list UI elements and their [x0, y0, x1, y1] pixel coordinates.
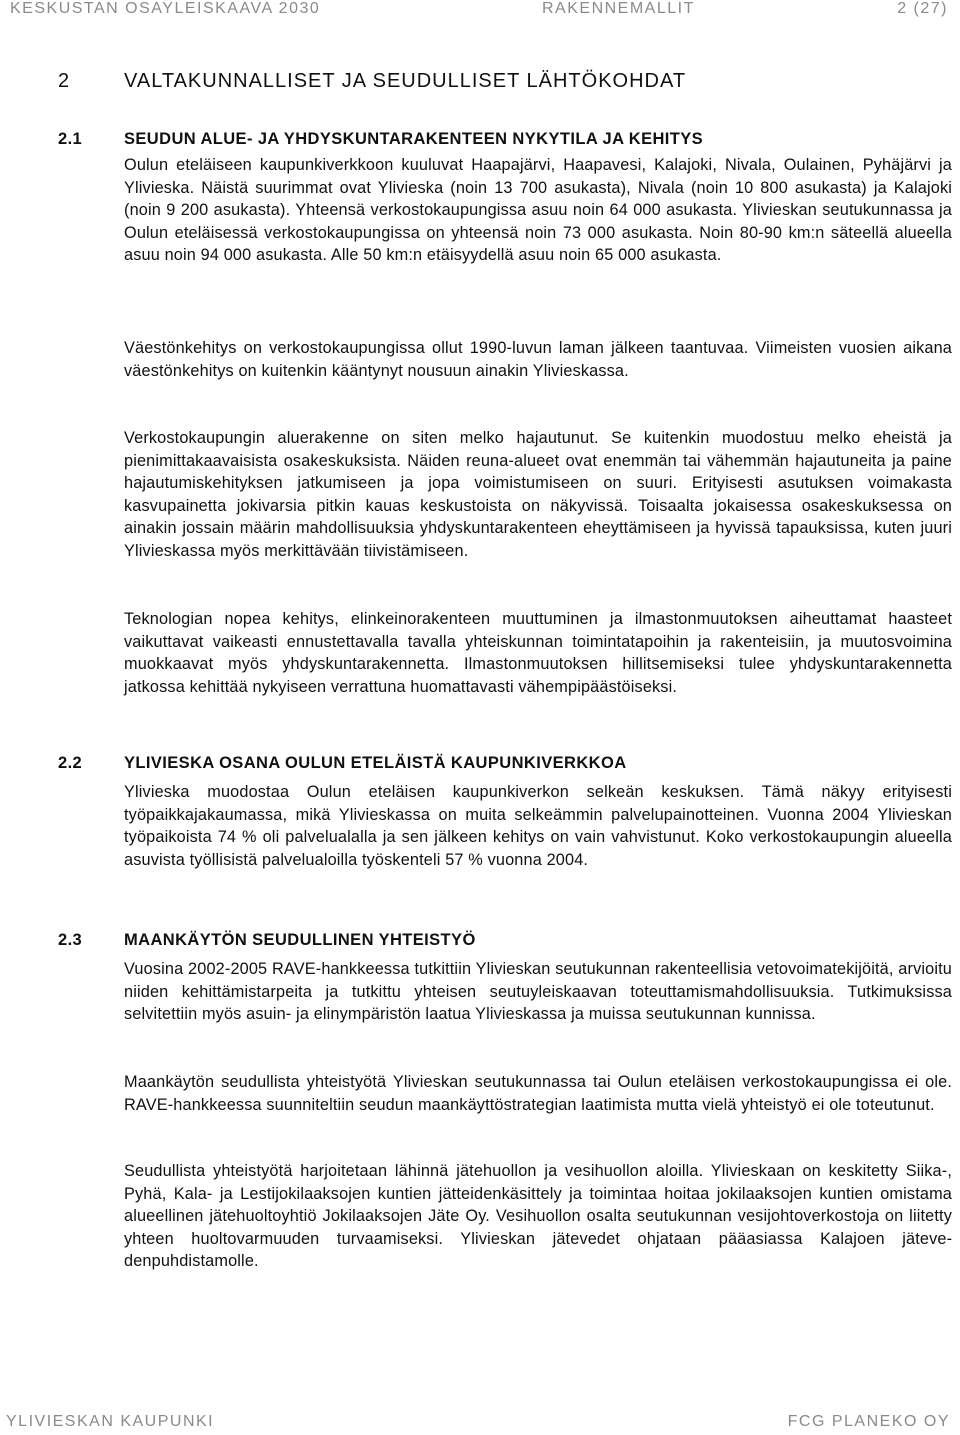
section-title: SEUDUN ALUE- JA YHDYSKUNTARAKENTEEN NYKYTILA JA KEHITYS — [124, 130, 704, 148]
section-title: MAANKÄYTÖN SEUDULLINEN YHTEISTYÖ — [124, 931, 476, 949]
section-title: YLIVIESKA OSANA OULUN ETELÄISTÄ KAUPUNKIVERKKOA — [124, 754, 627, 772]
paragraph: Verkostokaupungin aluerakenne on siten melko hajautunut. Se kuitenkin muodostuu melko eheistä ja pienimittakaavaisista osakeskuksista. Näiden reuna-alueet ovat enemmän tai vähemmän hajautuneita ja paine hajautumiskehityksen jatkumiseen ja jopa voimistumiseen on suuri. Erityisesti asutuksen voimakasta kasvupainetta jokivarsia pitkin kauas keskustoista on näkyvissä. Toisaalta jokaisessa osakeskuksessa on ainakin jossain määrin mahdollisuuksia yhdyskuntarakenteen eheyttämiseen ja hyvissä tapauksissa, kuten juuri Ylivieskassa myös merkittävään tiivistämiseen. — [124, 429, 952, 560]
section-number: 2.3 — [58, 931, 83, 949]
paragraph: Maankäytön seudullista yhteistyötä Ylivieskan seutukunnassa tai Oulun eteläisen verkostokaupungissa ei ole. RAVE-hankkeessa suunniteltiin seudun maankäyttöstrategian laatimista mutta vielä yhteistyö ei ole toteutunut. — [124, 1073, 952, 1114]
header-document-title: KESKUSTAN OSAYLEISKAAVA 2030 — [10, 0, 321, 17]
chapter-number: 2 — [58, 70, 71, 92]
header-section-name: RAKENNEMALLIT — [542, 0, 695, 17]
paragraph: Oulun eteläiseen kaupunkiverkkoon kuuluvat Haapajärvi, Haapavesi, Kalajoki, Nivala, Oulainen, Pyhäjärvi ja Ylivieska. Näistä suurimmat ovat Ylivieska (noin 13 700 asukasta), Nivala (noin 10 800 asukasta) ja Kalajoki (noin 9 200 asukasta). Yhteensä verkostokaupungissa asuu noin 64 000 asukasta. Ylivieskan seutukunnassa ja Oulun eteläisessä verkostokaupungissa on yhteensä noin 73 000 asukasta. Noin 80-90 km:n säteellä alueella asuu noin 94 000 asukasta. Alle 50 km:n etäisyydellä asuu noin 65 000 asukasta. — [124, 156, 952, 265]
section-number: 2.1 — [58, 130, 83, 148]
section-number: 2.2 — [58, 754, 83, 772]
paragraph: Ylivieska muodostaa Oulun eteläisen kaupunkiverkon selkeän keskuksen. Tämä näkyy erityisesti työpaikkajakaumassa, mikä Ylivieskassa on muita selkeämmin palvelupainotteinen. Vuonna 2004 Ylivieskan työpaikoista 74 % oli palvelualalla ja sen jälkeen kehitys on vain vahvistunut. Koko verkostokaupungin alueella asuvista työllisistä palvelualoilla työskenteli 57 % vuonna 2004. — [124, 783, 952, 869]
paragraph: Seudullista yhteistyötä harjoitetaan lähinnä jätehuollon ja vesihuollon aloilla. Ylivieskaan on keskitetty Siika-, Pyhä, Kala- ja Lestijokilaaksojen kuntien jätteidenkäsittely ja toimintaa hoitaa jokilaaksojen kuntien omistama alueellinen jätehuoltoyhtiö Jokilaaksojen Jäte Oy. Vesihuollon osalta seutukunnan vesijohtoverkostoja on liitetty yhteen huoltovarmuuden turvaamiseksi. Ylivieskan jätevedet ohjataan pääasiassa Kalajoen jätevedenpuhdistamolle. — [124, 1162, 952, 1271]
header-page-number: 2 (27) — [897, 0, 948, 17]
chapter-title: VALTAKUNNALLISET JA SEUDULLISET LÄHTÖKOHDAT — [124, 70, 687, 92]
running-header — [10, 0, 948, 22]
paragraph: Vuosina 2002-2005 RAVE-hankkeessa tutkittiin Ylivieskan seutukunnan rakenteellisia vetovoimatekijöitä, arvioitu niiden kehittämistarpeita ja tutkittu yhteisen seutuyleiskaavan toteuttamismahdollisuuksia. Tutkimuksissa selvitettiin myös asuin- ja elinympäristön laatua Ylivieskassa ja muissa seutukunnan kunnissa. — [124, 960, 952, 1024]
paragraph: Teknologian nopea kehitys, elinkeinorakenteen muuttuminen ja ilmastonmuutoksen aiheuttamat haasteet vaikuttavat vaikeasti ennustettavalla tavalla yhteiskunnan toimintatapoihin ja rakenteisiin, ja muutosvoimina muokkaavat myös yhdyskuntarakennetta. Ilmastonmuutoksen hillitsemiseksi tulee yhdyskuntarakennetta jatkossa kehittää nykyiseen verrattuna huomattavasti vähempipäästöiseksi. — [124, 610, 952, 696]
footer-client: YLIVIESKAN KAUPUNKI — [6, 1413, 215, 1430]
paragraph: Väestönkehitys on verkostokaupungissa ollut 1990-luvun laman jälkeen taantuvaa. Viimeisten vuosien aikana väestönkehitys on kuitenkin kääntynyt nousuun ainakin Ylivieskassa. — [124, 339, 952, 380]
footer-consultant: FCG PLANEKO OY — [787, 1413, 950, 1430]
running-footer — [6, 1411, 950, 1435]
